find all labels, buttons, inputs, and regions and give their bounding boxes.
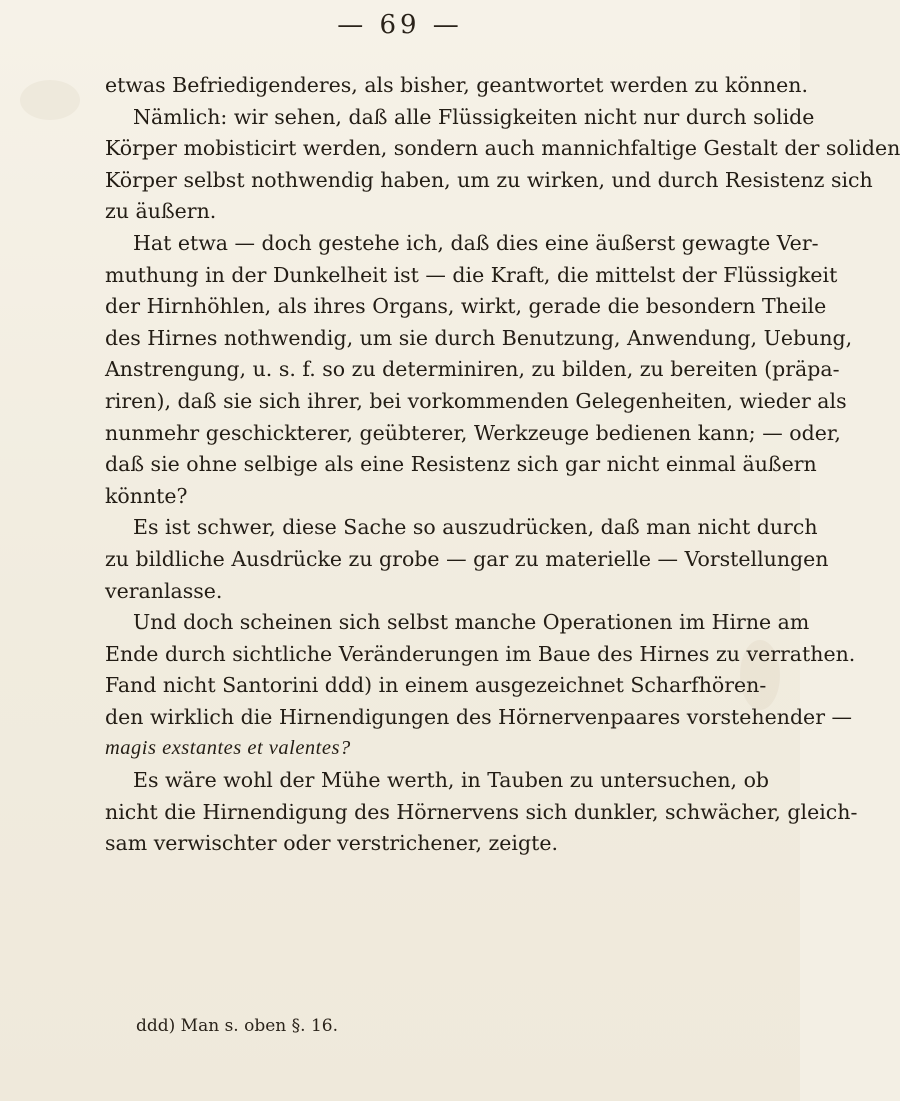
text-line: muthung in der Dunkelheit ist — die Kraft, die mittelst der Flüssigkeit [105, 262, 838, 287]
text-line: Und doch scheinen sich selbst manche Operationen im Hirne am [133, 610, 810, 635]
text-line: riren), daß sie sich ihrer, bei vorkommenden Gelegenheiten, wieder als [105, 388, 847, 413]
text-line: Hat etwa — doch gestehe ich, daß dies eine äußerst gewagte Ver- [133, 230, 819, 255]
paragraph [105, 607, 856, 765]
text-line: sam verwischter oder verstrichener, zeigte. [105, 831, 558, 856]
paragraph [105, 70, 900, 228]
text-line: daß sie ohne selbige als eine Resistenz sich gar nicht einmal äußern [105, 452, 817, 477]
text-line: Körper selbst nothwendig haben, um zu wirken, und durch Resistenz sich [105, 167, 873, 192]
text-line: Es wäre wohl der Mühe werth, in Tauben zu untersuchen, ob [133, 768, 770, 793]
text-line: zu bildliche Ausdrücke zu grobe — gar zu materielle — Vorstellungen [105, 546, 829, 571]
text-line: nicht die Hirnendigung des Hörnervens sich dunkler, schwächer, gleich- [105, 799, 858, 824]
text-line: Nämlich: wir sehen, daß alle Flüssigkeiten nicht nur durch solide [133, 104, 815, 129]
text-line: den wirklich die Hirnendigungen des Hörnervenpaares vorstehender — [105, 704, 853, 729]
paragraph [105, 228, 853, 512]
text-line: Es ist schwer, diese Sache so auszudrücken, daß man nicht durch [133, 515, 818, 540]
text-line: etwas Befriedigenderes, als bisher, geantwortet werden zu können. [105, 73, 808, 97]
text-line: Körper mobisticirt werden, sondern auch mannichfaltige Gestalt der soliden [105, 136, 900, 161]
text-line: veranlasse. [105, 578, 223, 603]
text-line: des Hirnes nothwendig, um sie durch Benutzung, Anwendung, Uebung, [105, 325, 853, 350]
text-line: Anstrengung, u. s. f. so zu determiniren, zu bilden, zu bereiten (präpa- [105, 357, 840, 382]
text-line: Ende durch sichtliche Veränderungen im Baue des Hirnes zu verrathen. [105, 641, 856, 666]
text-line: zu äußern. [105, 199, 217, 224]
text-line: Fand nicht Santorini ddd) in einem ausgezeichnet Scharfhören- [105, 673, 767, 698]
text-line: könnte? [105, 483, 188, 508]
page-number: — 69 — [337, 10, 463, 40]
paragraph [105, 765, 858, 860]
paragraph [105, 512, 829, 607]
body-text [105, 70, 900, 860]
paper-stain [20, 80, 80, 120]
latin-quote-line: magis exstantes et valentes? [105, 737, 351, 760]
text-line: der Hirnhöhlen, als ihres Organs, wirkt, gerade die besondern Theile [105, 294, 827, 319]
text-line: nunmehr geschickterer, geübterer, Werkzeuge bedienen kann; — oder, [105, 420, 841, 445]
footnote: ddd) Man s. oben §. 16. [136, 1016, 338, 1036]
